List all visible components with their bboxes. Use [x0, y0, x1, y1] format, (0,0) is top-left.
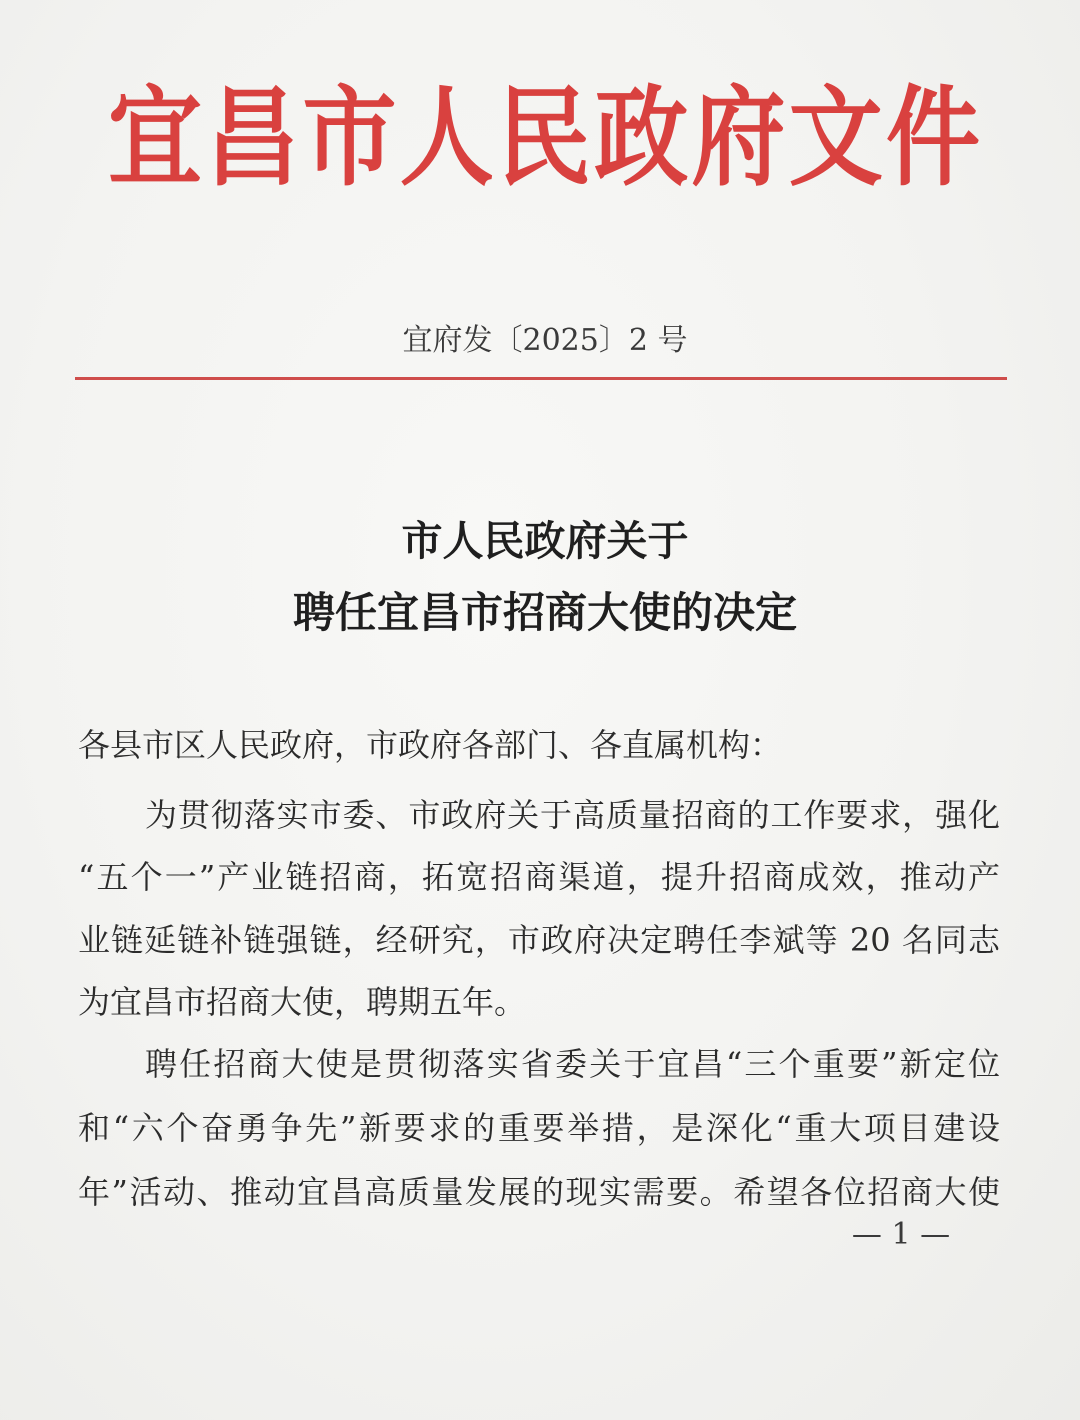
document-title-line-1: 市人民政府关于 — [401, 517, 689, 565]
document-header-title: 宜昌市人民政府文件 — [108, 74, 980, 202]
page-number: — 1 — — [851, 1217, 951, 1252]
salutation: 各县市区人民政府，市政府各部门、各直属机构： — [78, 726, 783, 764]
paragraph-line: 和“六个奋勇争先”新要求的重要举措，是深化“重大项目建设 — [78, 1109, 1000, 1147]
paragraph-line: 年”活动、推动宜昌高质量发展的现实需要。希望各位招商大使 — [78, 1173, 1000, 1211]
document-title-line-2: 聘任宜昌市招商大使的决定 — [292, 589, 797, 637]
red-divider-line — [75, 377, 1007, 380]
paragraph-line: 为宜昌市招商大使，聘期五年。 — [78, 983, 527, 1021]
document-number: 宜府发〔2025〕2 号 — [402, 323, 688, 358]
paragraph-line: 聘任招商大使是贯彻落实省委关于宜昌“三个重要”新定位 — [145, 1045, 1000, 1083]
paragraph-line: 业链延链补链强链，经研究，市政府决定聘任李斌等 20 名同志 — [78, 921, 1000, 959]
paragraph-line: 为贯彻落实市委、市政府关于高质量招商的工作要求，强化 — [145, 796, 1000, 834]
paragraph-line: “五个一”产业链招商，拓宽招商渠道，提升招商成效，推动产 — [78, 858, 1000, 896]
